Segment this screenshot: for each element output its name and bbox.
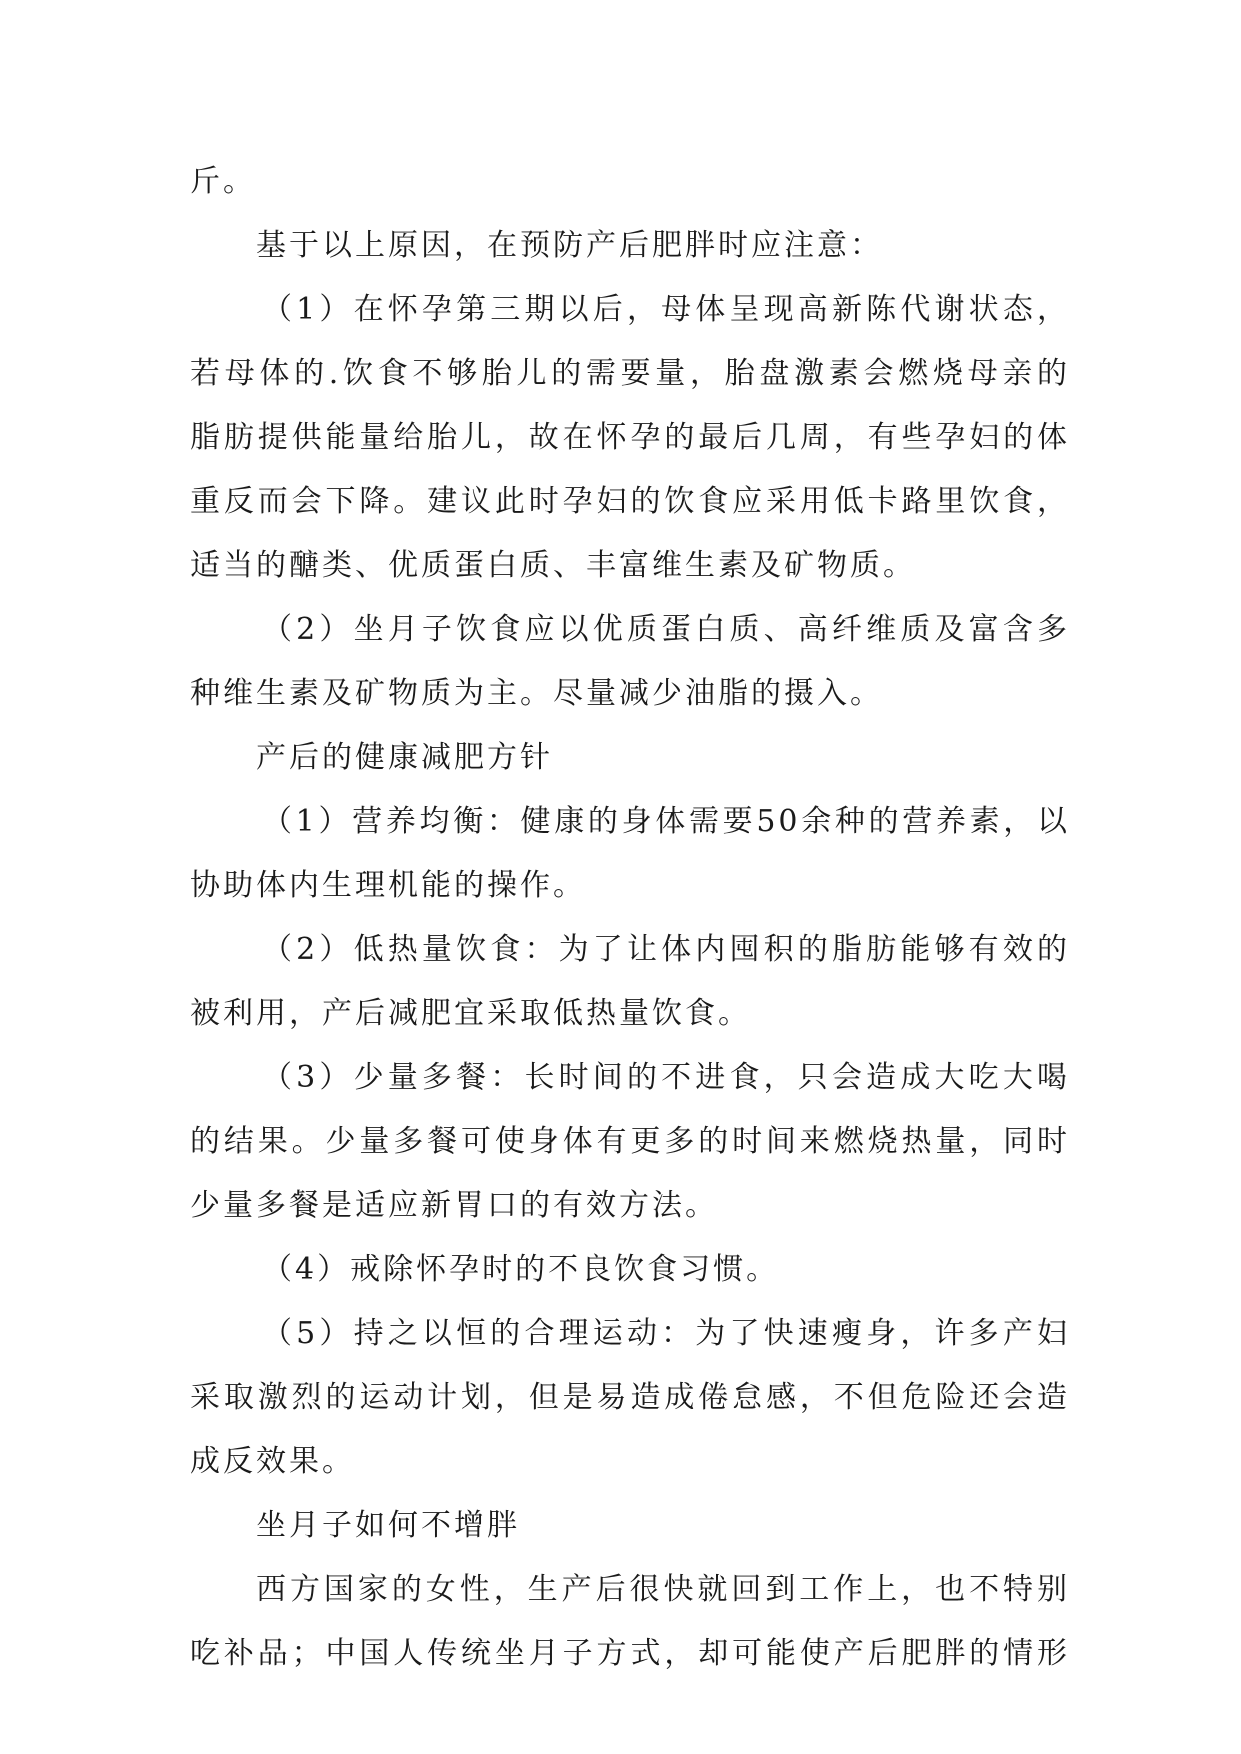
section-heading: 产后的健康减肥方针 [256, 740, 553, 775]
section-heading: 坐月子如何不增胖 [256, 1508, 520, 1543]
paragraph-line: （3）少量多餐：长时间的不进食，只会造成大吃大喝 [262, 1060, 1070, 1095]
paragraph-line: （4）戒除怀孕时的不良饮食习惯。 [262, 1252, 780, 1287]
paragraph-line: 适当的醣类、优质蛋白质、丰富维生素及矿物质。 [190, 548, 916, 583]
paragraph-line: 采取激烈的运动计划，但是易造成倦怠感，不但危险还会造 [190, 1380, 1070, 1415]
paragraph-line: 被利用，产后减肥宜采取低热量饮食。 [190, 996, 751, 1031]
paragraph-line: （2）坐月子饮食应以优质蛋白质、高纤维质及富含多 [262, 612, 1070, 647]
paragraph-line: （1）营养均衡：健康的身体需要50余种的营养素，以 [262, 804, 1070, 839]
paragraph-line: 吃补品；中国人传统坐月子方式，却可能使产后肥胖的情形 [190, 1636, 1070, 1671]
paragraph-line: 协助体内生理机能的操作。 [190, 868, 586, 903]
paragraph-line: 成反效果。 [190, 1444, 355, 1479]
paragraph-line: 脂肪提供能量给胎儿，故在怀孕的最后几周，有些孕妇的体 [190, 420, 1070, 455]
paragraph-line: 重反而会下降。建议此时孕妇的饮食应采用低卡路里饮食， [190, 484, 1070, 519]
paragraph-line: 少量多餐是适应新胃口的有效方法。 [190, 1188, 718, 1223]
paragraph-line: （5）持之以恒的合理运动：为了快速瘦身，许多产妇 [262, 1316, 1070, 1351]
paragraph-line: （2）低热量饮食：为了让体内囤积的脂肪能够有效的 [262, 932, 1070, 967]
paragraph-line: 若母体的.饮食不够胎儿的需要量，胎盘激素会燃烧母亲的 [190, 356, 1070, 391]
paragraph-line: 的结果。少量多餐可使身体有更多的时间来燃烧热量，同时 [190, 1124, 1070, 1159]
paragraph-line: 基于以上原因，在预防产后肥胖时应注意： [256, 228, 883, 263]
paragraph-line: 斤。 [190, 164, 256, 199]
paragraph-line: 西方国家的女性，生产后很快就回到工作上，也不特别 [256, 1572, 1070, 1607]
paragraph-line: （1）在怀孕第三期以后，母体呈现高新陈代谢状态， [262, 292, 1070, 327]
paragraph-line: 种维生素及矿物质为主。尽量减少油脂的摄入。 [190, 676, 883, 711]
